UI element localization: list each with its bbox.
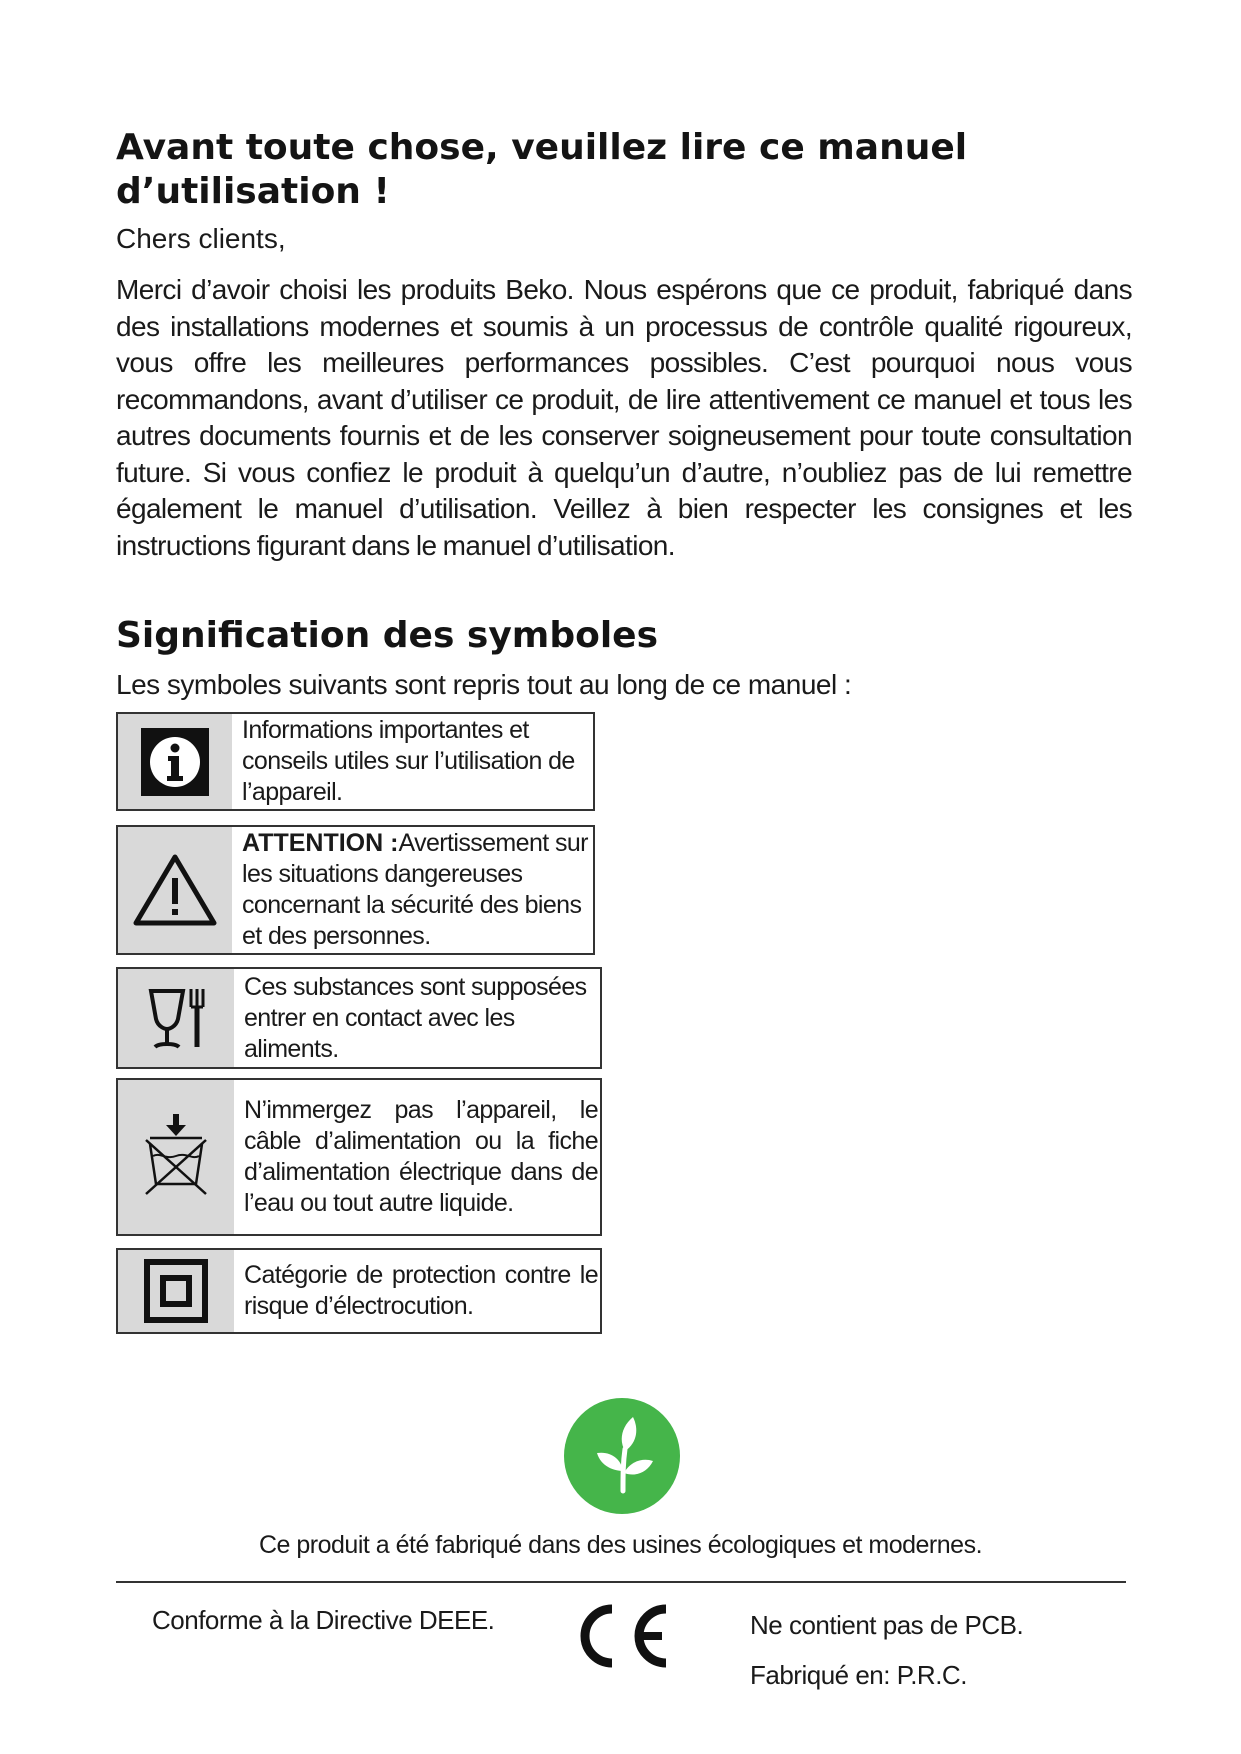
symbol-row-food-contact	[116, 967, 602, 1069]
ce-mark-icon	[570, 1601, 674, 1671]
symbol-text: Ces substances sont supposées entrer en contact avec les aliments.	[244, 972, 587, 1063]
symbol-text: Catégorie de protection contre le risque d’électrocution.	[244, 1261, 598, 1320]
weee-compliance: Conforme à la Directive DEEE.	[152, 1605, 495, 1635]
info-icon	[118, 714, 232, 809]
eco-caption: Ce produit a été fabriqué dans des usines écologiques et modernes.	[258, 1531, 983, 1559]
warning-triangle-icon	[118, 827, 232, 953]
attention-label: ATTENTION :	[242, 829, 399, 857]
do-not-immerse-icon	[118, 1080, 234, 1234]
symbol-row-info	[116, 712, 595, 811]
made-in: Fabriqué en: P.R.C.	[750, 1660, 967, 1690]
divider	[116, 1581, 1126, 1583]
footer-right	[750, 1600, 1023, 1700]
food-contact-icon	[118, 969, 234, 1067]
symbol-text: N’immergez pas l’appareil, le câble d’alimentation ou la fiche d’alimentation électrique dans de l’eau ou tout autre liquide.	[244, 1096, 598, 1217]
symbol-row-warning	[116, 825, 595, 955]
symbols-section-title: Signification des symboles	[116, 615, 659, 656]
eco-leaf-icon	[563, 1397, 681, 1515]
symbol-row-double-insulation	[116, 1248, 602, 1334]
intro-paragraph: Merci d’avoir choisi les produits Beko. Nous espérons que ce produit, fabriqué dans des installations modernes et soumis à un processus de contrôle qualité rigoureux, vous offre les meilleures performances possibles. C’est pourquoi nous vous recommandons, avant d’utiliser ce produit, de lire attentivement ce manuel et tous les autres documents fournis et de les conserver soigneusement pour toute consultation future. Si vous confiez le produit à quelqu’un d’autre, n’oubliez pas de lui remettre également le manuel d’utilisation. Veillez à bien respecter les consignes et les instructions figurant dans le manuel d’utilisation.	[116, 274, 1132, 561]
symbol-text: ATTENTION :Avertissement sur les situations dangereuses concernant la sécurité des biens et des personnes.	[242, 829, 588, 950]
double-insulation-icon	[118, 1250, 234, 1332]
greeting: Chers clients,	[116, 223, 286, 254]
symbols-section-intro: Les symboles suivants sont repris tout au long de ce manuel :	[116, 669, 852, 700]
page-title: Avant toute chose, veuillez lire ce manuel d’utilisation !	[116, 127, 968, 212]
symbol-text: Informations importantes et conseils utiles sur l’utilisation de l’appareil.	[242, 716, 575, 806]
symbol-row-do-not-immerse	[116, 1078, 602, 1236]
pcb-notice: Ne contient pas de PCB.	[750, 1610, 1024, 1640]
